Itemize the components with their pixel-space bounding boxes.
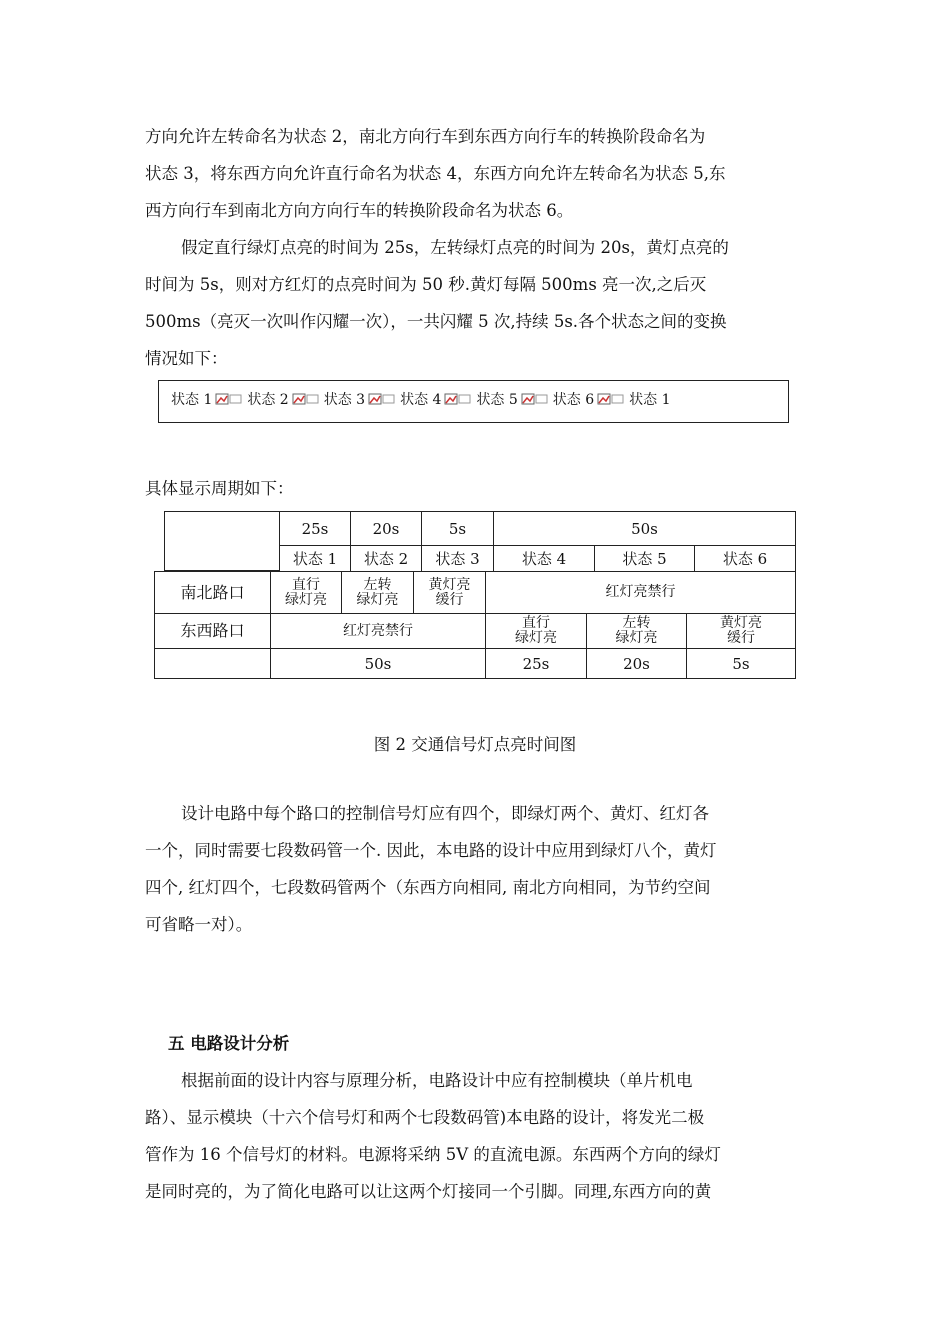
text-line: 根据前面的设计内容与原理分析，电路设计中应有控制模块（单片机电	[181, 1071, 693, 1090]
text-line: 假定直行绿灯点亮的时间为 25s，左转绿灯点亮的时间为 20s，黄灯点亮的	[181, 238, 729, 257]
text-line: 可省略一对）。	[145, 915, 253, 934]
ns-state-cell: 红灯亮禁行	[485, 571, 796, 614]
broken-image-icon	[444, 393, 472, 405]
text-line: 一个，同时需要七段数码管一个. 因此，本电路的设计中应用到绿灯八个，黄灯	[145, 841, 717, 860]
ns-state-cell: 直行 绿灯亮	[270, 571, 342, 614]
text-line: 情况如下：	[145, 349, 228, 368]
sequence-state: 状态 6	[552, 392, 595, 408]
text-line: 时间为 5s，则对方红灯的点亮时间为 50 秒.黄灯每隔 500ms 亮一次,之后灭	[145, 275, 707, 294]
ew-state-cell: 直行 绿灯亮	[485, 613, 587, 649]
state-header-cell: 状态 1	[279, 545, 351, 572]
state-header-cell: 状态 5	[594, 545, 695, 572]
state-sequence-row	[171, 389, 673, 409]
table-corner-cell	[164, 511, 280, 571]
state-sequence-box	[158, 380, 789, 423]
state-header-cell: 状态 6	[694, 545, 796, 572]
duration-cell: 50s	[493, 511, 796, 546]
text-line: 四个, 红灯四个，七段数码管两个（东西方向相同, 南北方向相同，为节约空间	[145, 878, 711, 897]
ew-state-cell: 左转 绿灯亮	[586, 613, 687, 649]
paragraph-lights-count	[145, 795, 810, 943]
ew-state-cell: 黄灯亮 缓行	[686, 613, 796, 649]
broken-image-icon	[292, 393, 320, 405]
bottom-duration-cell: 25s	[485, 648, 587, 679]
sequence-state: 状态 4	[400, 392, 442, 408]
figure-caption: 图 2 交通信号灯点亮时间图	[373, 735, 577, 754]
cycle-label: 具体显示周期如下：	[145, 479, 294, 498]
paragraph-timing-assumptions	[145, 229, 810, 377]
ns-state-cell: 黄灯亮 缓行	[413, 571, 486, 614]
text-line: 管作为 16 个信号灯的材料。电源将采纳 5V 的直流电源。东西两个方向的绿灯	[145, 1145, 721, 1164]
bottom-duration-cell: 5s	[686, 648, 796, 679]
state-header-cell: 状态 3	[421, 545, 494, 572]
text-line: 设计电路中每个路口的控制信号灯应有四个，即绿灯两个、黄灯、红灯各	[181, 804, 709, 823]
text-line: 方向允许左转命名为状态 2，南北方向行车到东西方向行车的转换阶段命名为	[145, 127, 706, 146]
sequence-state: 状态 3	[323, 392, 366, 408]
duration-cell: 20s	[350, 511, 422, 546]
ns-label-cell: 南北路口	[154, 571, 271, 614]
text-line: 状态 3，将东西方向允许直行命名为状态 4，东西方向允许左转命名为状态 5,东	[145, 164, 726, 183]
bottom-empty-cell	[154, 648, 271, 679]
text-line: 路）、显示模块（十六个信号灯和两个七段数码管)本电路的设计，将发光二极	[145, 1108, 705, 1127]
broken-image-icon	[215, 393, 243, 405]
sequence-state: 状态 2	[247, 392, 289, 408]
text-line: 西方向行车到南北方向方向行车的转换阶段命名为状态 6。	[145, 201, 574, 220]
bottom-duration-cell: 20s	[586, 648, 687, 679]
sequence-state: 状态 1	[171, 392, 213, 408]
ew-label-cell: 东西路口	[154, 613, 271, 649]
sequence-state: 状态 1	[629, 392, 671, 408]
paragraph-circuit-analysis	[145, 1062, 810, 1210]
state-header-cell: 状态 2	[350, 545, 422, 572]
bottom-duration-cell: 50s	[270, 648, 486, 679]
ns-state-cell: 左转 绿灯亮	[341, 571, 414, 614]
sequence-state: 状态 5	[476, 392, 518, 408]
broken-image-icon	[521, 393, 549, 405]
state-header-cell: 状态 4	[493, 545, 595, 572]
broken-image-icon	[368, 393, 396, 405]
section-title: 五 电路设计分析	[168, 1034, 290, 1053]
broken-image-icon	[597, 393, 625, 405]
duration-cell: 25s	[279, 511, 351, 546]
paragraph-states-intro	[145, 118, 810, 229]
duration-cell: 5s	[421, 511, 494, 546]
ew-state-cell: 红灯亮禁行	[270, 613, 486, 649]
text-line: 500ms（亮灭一次叫作闪耀一次），一共闪耀 5 次,持续 5s.各个状态之间的变换	[145, 312, 727, 331]
text-line: 是同时亮的，为了简化电路可以让这两个灯接同一个引脚。同理,东西方向的黄	[145, 1182, 712, 1201]
